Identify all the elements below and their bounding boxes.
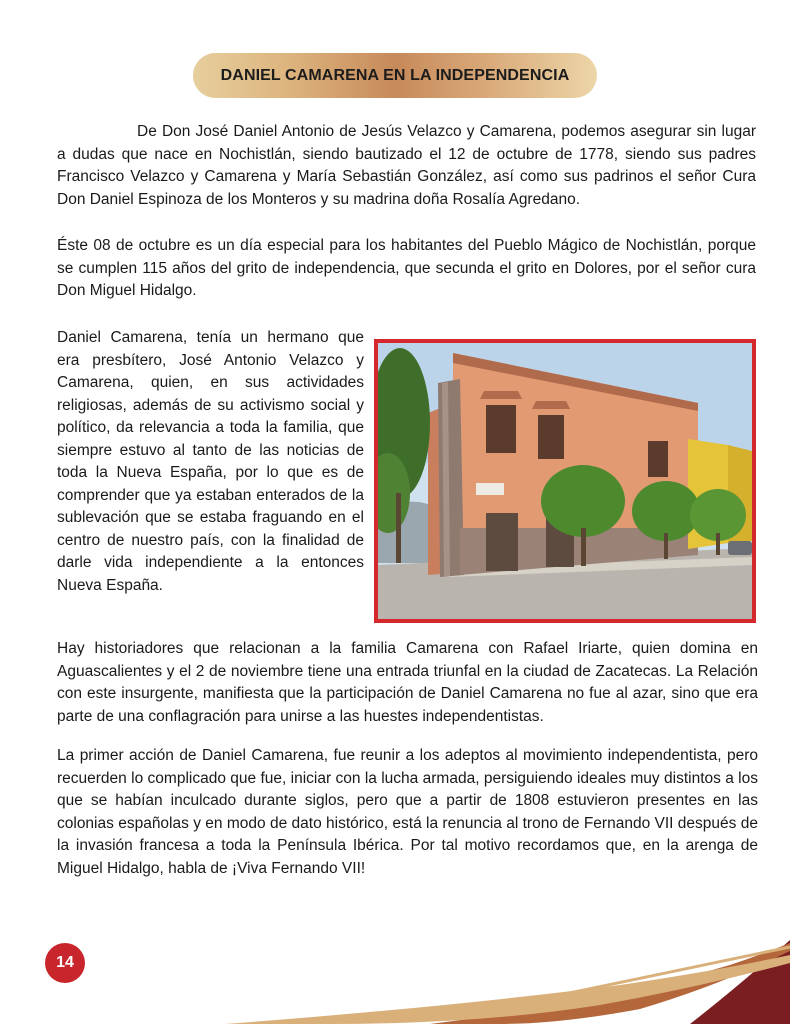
colonial-house-illustration <box>378 343 752 619</box>
photo-colonial-house <box>374 339 756 623</box>
paragraph-iriarte: Hay historiadores que relacionan a la familia Camarena con Rafael Iriarte, quien domina en Aguascalientes y el 2 de noviembre tiene una entrada triunfal en la ciudad de Zacatecas. La Relación con este insurgente, manifiesta que la participación de Daniel Camarena no fue al azar, sino que era parte de una conflagración para unirse a las huestes independentistas. <box>57 640 758 725</box>
paragraph-anniversary: Éste 08 de octubre es un día especial para los habitantes del Pueblo Mágico de Nochistlán, porque se cumplen 115 años del grito de independencia, que secunda el grito en Dolores, por el señor cura Don Miguel Hidalgo. <box>57 237 756 299</box>
paragraph-brother: Daniel Camarena, tenía un hermano que era presbítero, José Antonio Velazco y Camarena, quien, en sus actividades religiosas, además de su activismo social y político, da relevancia a toda la familia, que siempre estuvo al tanto de las noticias de toda la Nueva España, por lo que es de comprender que ya estaban enterados de la sublevación que se estaba fraguando en el centro de nuestro país, con la finalidad de darle vida independiente a la entonces Nueva España. <box>57 329 364 594</box>
paragraph-first-action: La primer acción de Daniel Camarena, fue reunir a los adeptos al movimiento independentista, pero recuerden lo complicado que fue, iniciar con la lucha armada, persiguiendo ideales muy distintos a los que se habían inculcado durante siglos, pero que a partir de 1808 estuvieron presentes en las colonias españolas y en modo de dato histórico, está la renuncia al trono de Fernando VII después de la invasión francesa a toda la Península Ibérica. Por tal motivo recordamos que, en la arenga de Miguel Hidalgo, habla de ¡Viva Fernando VII! <box>57 747 758 877</box>
footer-wave-decoration <box>0 925 790 1024</box>
paragraph-birth: De Don José Daniel Antonio de Jesús Velazco y Camarena, podemos asegurar sin lugar a dudas que nace en Nochistlán, siendo bautizado el 12 de octubre de 1778, siendo sus padres Francisco Velazco y Camarena y María Sebastián González, así como sus padrinos el señor Cura Don Daniel Espinoza de los Monteros y su madrina doña Rosalía Agredano. <box>57 123 756 208</box>
page-title: DANIEL CAMARENA EN LA INDEPENDENCIA <box>220 66 570 84</box>
title-banner <box>193 53 597 98</box>
page-number-badge <box>45 943 85 983</box>
page-number: 14 <box>56 954 74 971</box>
